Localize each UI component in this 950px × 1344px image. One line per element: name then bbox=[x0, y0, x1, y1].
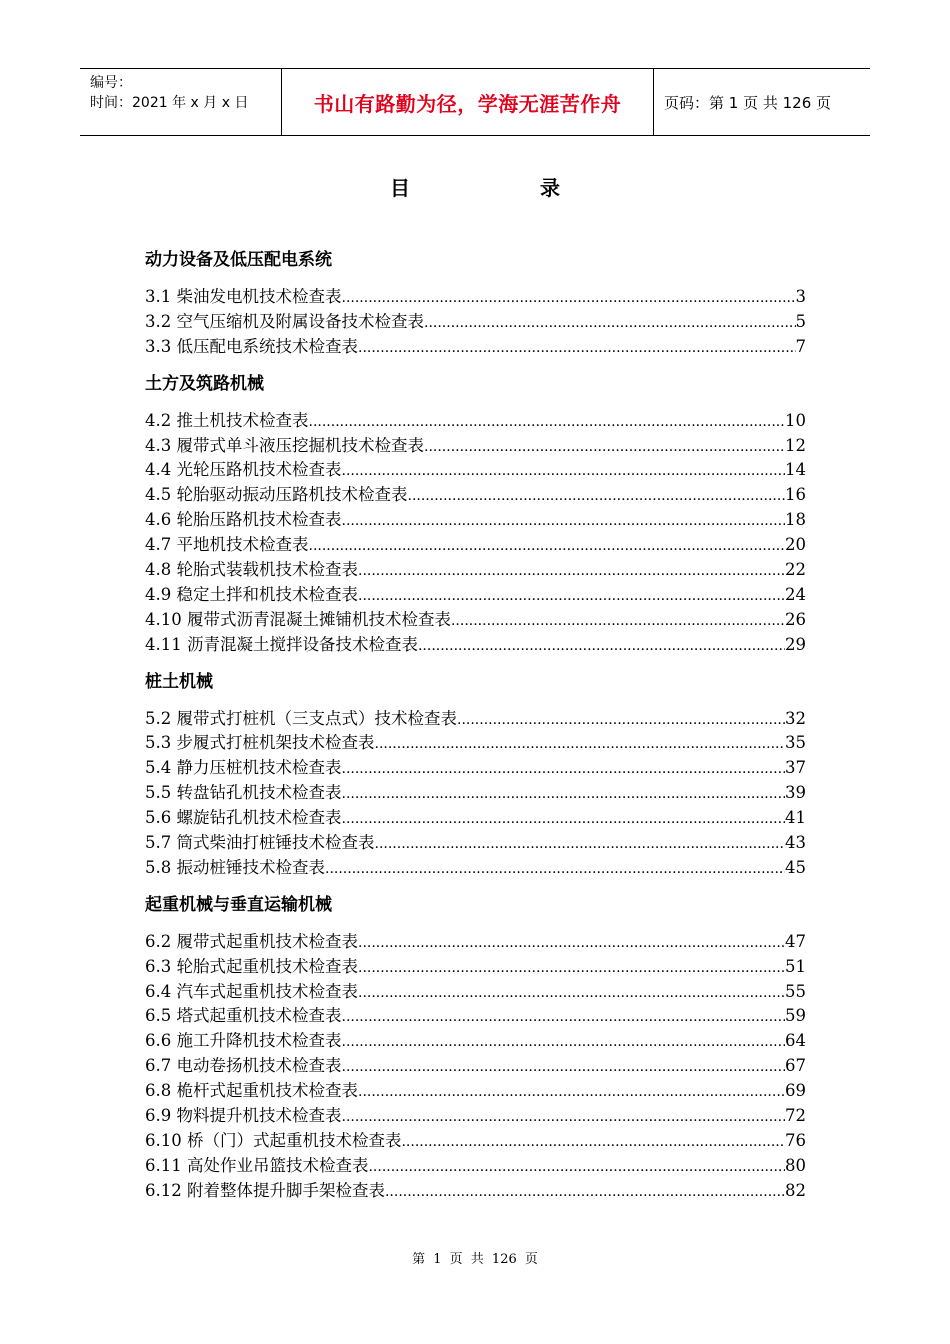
toc-entry-label: 6.10 桥（门）式起重机技术检查表 bbox=[145, 1130, 402, 1150]
table-of-contents bbox=[145, 248, 806, 1204]
toc-dot-leader bbox=[368, 1155, 785, 1180]
toc-entry-label: 6.4 汽车式起重机技术检查表 bbox=[145, 981, 358, 1001]
toc-entry[interactable] bbox=[145, 1054, 806, 1079]
toc-entry-page-number: 3 bbox=[795, 287, 806, 306]
toc-dot-leader bbox=[385, 1180, 785, 1205]
toc-entry[interactable] bbox=[145, 1029, 806, 1054]
toc-entry-page-number: 72 bbox=[785, 1106, 806, 1126]
toc-entry-page-number: 5 bbox=[795, 311, 806, 331]
toc-entry-label: 6.9 物料提升机技术检查表 bbox=[145, 1106, 342, 1126]
toc-entry-label: 3.1 柴油发电机技术检查表 bbox=[145, 287, 342, 306]
toc-entry-page-number: 14 bbox=[785, 460, 806, 480]
toc-entry[interactable] bbox=[145, 310, 806, 335]
toc-dot-leader bbox=[375, 732, 786, 757]
toc-entry-label: 4.11 沥青混凝土搅拌设备技术检查表 bbox=[145, 634, 418, 654]
toc-entry-page-number: 51 bbox=[785, 956, 806, 976]
toc-entry-label: 4.6 轮胎压路机技术检查表 bbox=[145, 510, 342, 530]
toc-entry[interactable] bbox=[145, 806, 806, 831]
toc-dot-leader bbox=[358, 956, 785, 981]
toc-entry-page-number: 55 bbox=[785, 981, 806, 1001]
toc-entry-label: 4.3 履带式单斗液压挖掘机技术检查表 bbox=[145, 435, 424, 455]
toc-entry-page-number: 18 bbox=[785, 510, 806, 530]
toc-entry-label: 3.3 低压配电系统技术检查表 bbox=[145, 336, 358, 356]
header-page-cell bbox=[654, 69, 870, 135]
toc-dot-leader bbox=[342, 1030, 786, 1055]
toc-entry-label: 5.3 步履式打桩机架技术检查表 bbox=[145, 733, 375, 753]
toc-entry-page-number: 7 bbox=[795, 336, 806, 356]
toc-entry-page-number: 67 bbox=[785, 1056, 806, 1076]
toc-entry-label: 6.8 桅杆式起重机技术检查表 bbox=[145, 1081, 358, 1101]
toc-entry-page-number: 29 bbox=[785, 634, 806, 654]
toc-entry-label: 6.2 履带式起重机技术检查表 bbox=[145, 931, 358, 951]
toc-entry[interactable] bbox=[145, 1179, 806, 1204]
toc-entry[interactable] bbox=[145, 458, 806, 483]
toc-dot-leader bbox=[457, 708, 785, 733]
toc-entry[interactable] bbox=[145, 335, 806, 360]
toc-dot-leader bbox=[342, 286, 796, 311]
toc-entry[interactable] bbox=[145, 633, 806, 658]
document-date-label: 时间：2021 年 x 月 x 日 bbox=[90, 95, 249, 111]
toc-entry[interactable] bbox=[145, 856, 806, 881]
toc-dot-leader bbox=[342, 509, 786, 534]
toc-entry-page-number: 64 bbox=[785, 1031, 806, 1051]
toc-entry[interactable] bbox=[145, 409, 806, 434]
toc-entry-label: 4.4 光轮压路机技术检查表 bbox=[145, 460, 342, 480]
toc-dot-leader bbox=[358, 931, 785, 956]
toc-dot-leader bbox=[408, 484, 786, 509]
toc-entry-page-number: 39 bbox=[785, 783, 806, 803]
toc-entry-page-number: 16 bbox=[785, 485, 806, 505]
toc-section-heading: 桩土机械 bbox=[145, 671, 213, 692]
toc-dot-leader bbox=[358, 336, 796, 361]
toc-dot-leader bbox=[358, 981, 785, 1006]
toc-entry-label: 3.2 空气压缩机及附属设备技术检查表 bbox=[145, 311, 424, 331]
toc-dot-leader bbox=[342, 757, 786, 782]
toc-entry[interactable] bbox=[145, 1004, 806, 1029]
toc-dot-leader bbox=[325, 857, 785, 882]
toc-dot-leader bbox=[342, 1105, 786, 1130]
toc-entry[interactable] bbox=[145, 831, 806, 856]
toc-entry[interactable] bbox=[145, 707, 806, 732]
toc-entry-label: 5.4 静力压桩机技术检查表 bbox=[145, 758, 342, 778]
toc-dot-leader bbox=[401, 1130, 785, 1155]
toc-dot-leader bbox=[342, 807, 786, 832]
toc-entry[interactable] bbox=[145, 558, 806, 583]
document-number-label: 编号： bbox=[90, 75, 132, 91]
toc-entry-label: 5.8 振动桩锤技术检查表 bbox=[145, 857, 325, 877]
toc-entry[interactable] bbox=[145, 285, 806, 310]
toc-entry[interactable] bbox=[145, 781, 806, 806]
toc-entry[interactable] bbox=[145, 483, 806, 508]
toc-entry-label: 4.8 轮胎式装载机技术检查表 bbox=[145, 560, 358, 580]
toc-section-heading: 起重机械与垂直运输机械 bbox=[145, 894, 332, 915]
header-motto: 书山有路勤为径，学海无涯苦作舟 bbox=[313, 91, 622, 116]
toc-entry[interactable] bbox=[145, 608, 806, 633]
toc-dot-leader bbox=[342, 1055, 786, 1080]
document-header bbox=[80, 68, 870, 136]
toc-dot-leader bbox=[451, 609, 785, 634]
toc-dot-leader bbox=[424, 435, 785, 460]
toc-entry-label: 6.7 电动卷扬机技术检查表 bbox=[145, 1056, 342, 1076]
toc-section-heading: 土方及筑路机械 bbox=[145, 373, 264, 394]
toc-dot-leader bbox=[342, 1005, 786, 1030]
toc-entry[interactable] bbox=[145, 955, 806, 980]
toc-entry-label: 5.2 履带式打桩机（三支点式）技术检查表 bbox=[145, 708, 457, 728]
toc-dot-leader bbox=[375, 832, 786, 857]
toc-entry-label: 4.9 稳定土拌和机技术检查表 bbox=[145, 584, 358, 604]
toc-dot-leader bbox=[358, 1080, 785, 1105]
toc-entry-label: 4.2 推土机技术检查表 bbox=[145, 410, 309, 430]
toc-entry-page-number: 24 bbox=[785, 584, 806, 604]
toc-entry-label: 4.5 轮胎驱动振动压路机技术检查表 bbox=[145, 485, 408, 505]
toc-entry-page-number: 41 bbox=[785, 808, 806, 828]
toc-dot-leader bbox=[358, 584, 785, 609]
toc-entry-page-number: 82 bbox=[785, 1180, 806, 1200]
header-page-info: 页码：第 1 页 共 126 页 bbox=[664, 93, 832, 112]
toc-entry-page-number: 22 bbox=[785, 560, 806, 580]
toc-entry[interactable] bbox=[145, 508, 806, 533]
toc-entry-page-number: 32 bbox=[785, 708, 806, 728]
toc-dot-leader bbox=[309, 534, 786, 559]
toc-entry-label: 5.7 筒式柴油打桩锤技术检查表 bbox=[145, 833, 375, 853]
toc-entry[interactable] bbox=[145, 756, 806, 781]
toc-entry-page-number: 20 bbox=[785, 535, 806, 555]
toc-entry[interactable] bbox=[145, 1154, 806, 1179]
toc-entry-page-number: 35 bbox=[785, 733, 806, 753]
toc-entry[interactable] bbox=[145, 930, 806, 955]
toc-entry-page-number: 47 bbox=[785, 931, 806, 951]
page-title: 目录 bbox=[390, 176, 690, 200]
toc-entry-page-number: 26 bbox=[785, 609, 806, 629]
toc-dot-leader bbox=[424, 311, 796, 336]
toc-dot-leader bbox=[342, 459, 786, 484]
header-motto-cell bbox=[282, 69, 654, 135]
toc-entry-label: 6.6 施工升降机技术检查表 bbox=[145, 1031, 342, 1051]
toc-entry[interactable] bbox=[145, 533, 806, 558]
toc-section-heading: 动力设备及低压配电系统 bbox=[145, 250, 332, 270]
toc-entry-label: 6.5 塔式起重机技术检查表 bbox=[145, 1006, 342, 1026]
toc-entry[interactable] bbox=[145, 1079, 806, 1104]
toc-entry-page-number: 45 bbox=[785, 857, 806, 877]
toc-entry-label: 6.3 轮胎式起重机技术检查表 bbox=[145, 956, 358, 976]
toc-dot-leader bbox=[358, 559, 785, 584]
toc-entry-label: 6.11 高处作业吊篮技术检查表 bbox=[145, 1155, 369, 1175]
toc-dot-leader bbox=[342, 782, 786, 807]
toc-entry[interactable] bbox=[145, 1104, 806, 1129]
header-meta-cell bbox=[80, 69, 282, 135]
toc-entry-page-number: 76 bbox=[785, 1130, 806, 1150]
toc-entry-page-number: 59 bbox=[785, 1006, 806, 1026]
toc-entry-label: 6.12 附着整体提升脚手架检查表 bbox=[145, 1180, 385, 1200]
toc-entry-page-number: 10 bbox=[785, 410, 806, 430]
toc-entry-label: 5.5 转盘钻孔机技术检查表 bbox=[145, 783, 342, 803]
toc-entry[interactable] bbox=[145, 731, 806, 756]
toc-entry-page-number: 43 bbox=[785, 833, 806, 853]
toc-entry[interactable] bbox=[145, 583, 806, 608]
toc-entry[interactable] bbox=[145, 980, 806, 1005]
toc-entry-label: 4.10 履带式沥青混凝土摊铺机技术检查表 bbox=[145, 609, 451, 629]
toc-entry-label: 4.7 平地机技术检查表 bbox=[145, 535, 309, 555]
toc-entry-label: 5.6 螺旋钻孔机技术检查表 bbox=[145, 808, 342, 828]
toc-entry-page-number: 37 bbox=[785, 758, 806, 778]
toc-entry-page-number: 69 bbox=[785, 1081, 806, 1101]
toc-entry[interactable] bbox=[145, 1129, 806, 1154]
toc-entry-page-number: 80 bbox=[785, 1155, 806, 1175]
toc-dot-leader bbox=[418, 634, 785, 659]
toc-entry[interactable] bbox=[145, 434, 806, 459]
toc-dot-leader bbox=[309, 410, 786, 435]
page-footer: 第 1 页 共 126 页 bbox=[412, 1252, 538, 1267]
toc-entry-page-number: 12 bbox=[785, 435, 806, 455]
